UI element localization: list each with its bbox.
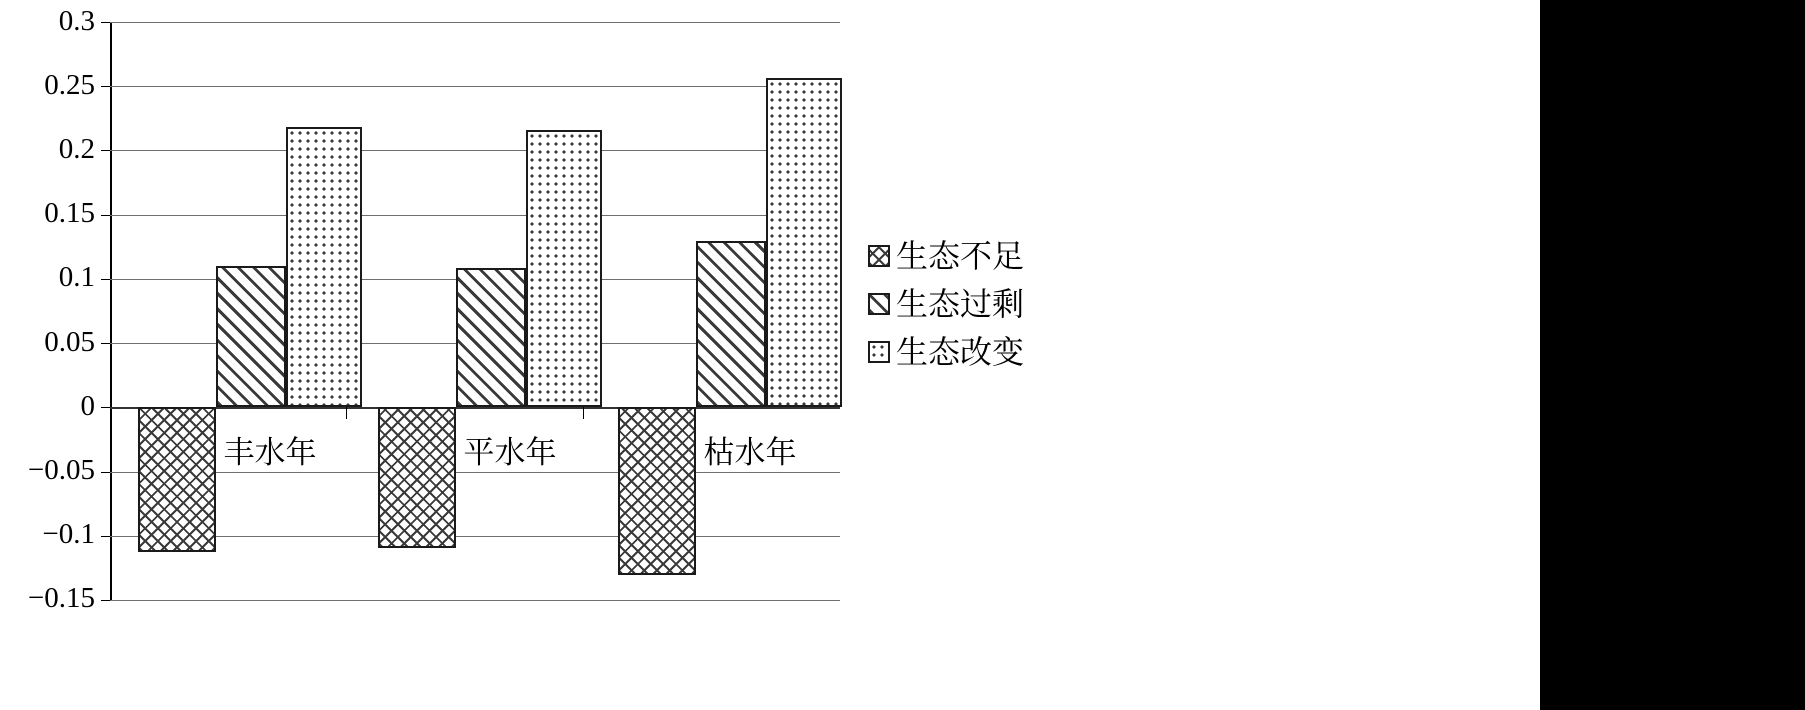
y-tick — [101, 215, 110, 216]
bar-ecological-surplus-3[interactable] — [696, 241, 766, 407]
plot-area — [110, 22, 840, 600]
category-label-3: 枯水年 — [703, 435, 797, 470]
gridline — [110, 150, 840, 151]
zero-axis-line — [110, 407, 840, 409]
y-tick-label: 0.2 — [58, 133, 95, 165]
gridline — [110, 536, 840, 537]
y-tick — [101, 279, 110, 280]
bar-ecological-change-2[interactable] — [526, 130, 602, 407]
legend-item-ecological-change[interactable] — [868, 328, 1098, 376]
bar-ecological-deficit-2[interactable] — [378, 407, 456, 548]
bar-ecological-change-1[interactable] — [286, 127, 362, 407]
gridline — [110, 215, 840, 216]
legend-item-ecological-deficit[interactable] — [868, 232, 1098, 280]
gridline — [110, 22, 840, 23]
gridline — [110, 600, 840, 601]
y-tick — [101, 536, 110, 537]
legend-label: 生态不足 — [896, 238, 1025, 274]
legend-label: 生态过剩 — [896, 286, 1025, 322]
category-separator — [346, 407, 347, 419]
category-label-2: 平水年 — [463, 435, 557, 470]
bar-ecological-surplus-2[interactable] — [456, 268, 526, 407]
legend-label: 生态改变 — [896, 334, 1025, 370]
legend-swatch-cross-hatch-icon — [868, 245, 890, 267]
y-tick — [101, 407, 110, 408]
category-separator — [583, 407, 584, 419]
y-tick-label: 0.15 — [44, 197, 95, 229]
legend — [868, 232, 1098, 376]
y-axis-labels — [0, 5, 95, 614]
legend-swatch-dotted-icon — [868, 341, 890, 363]
gridline — [110, 86, 840, 87]
bar-ecological-deficit-3[interactable] — [618, 407, 696, 575]
y-tick-label: 0.05 — [44, 326, 95, 358]
y-tick — [101, 600, 110, 601]
bar-ecological-surplus-1[interactable] — [216, 266, 286, 407]
y-axis-line — [110, 22, 112, 600]
legend-item-ecological-surplus[interactable] — [868, 280, 1098, 328]
bar-ecological-deficit-1[interactable] — [138, 407, 216, 552]
bar-ecological-change-3[interactable] — [766, 78, 842, 407]
y-tick — [101, 472, 110, 473]
y-tick — [101, 86, 110, 87]
y-tick-label: 0 — [80, 390, 95, 422]
y-tick-label: −0.1 — [42, 518, 95, 550]
legend-swatch-diagonal-hatch-icon — [868, 293, 890, 315]
y-tick-label: 0.25 — [44, 69, 95, 101]
y-tick — [101, 22, 110, 23]
category-label-1: 丰水年 — [223, 435, 317, 470]
y-tick — [101, 343, 110, 344]
black-panel — [1540, 0, 1805, 710]
y-tick — [101, 150, 110, 151]
y-tick-label: 0.3 — [58, 5, 95, 37]
y-tick-label: 0.1 — [58, 261, 95, 293]
gridline — [110, 472, 840, 473]
y-tick-label: −0.15 — [27, 582, 95, 614]
y-tick-label: −0.05 — [27, 454, 95, 486]
